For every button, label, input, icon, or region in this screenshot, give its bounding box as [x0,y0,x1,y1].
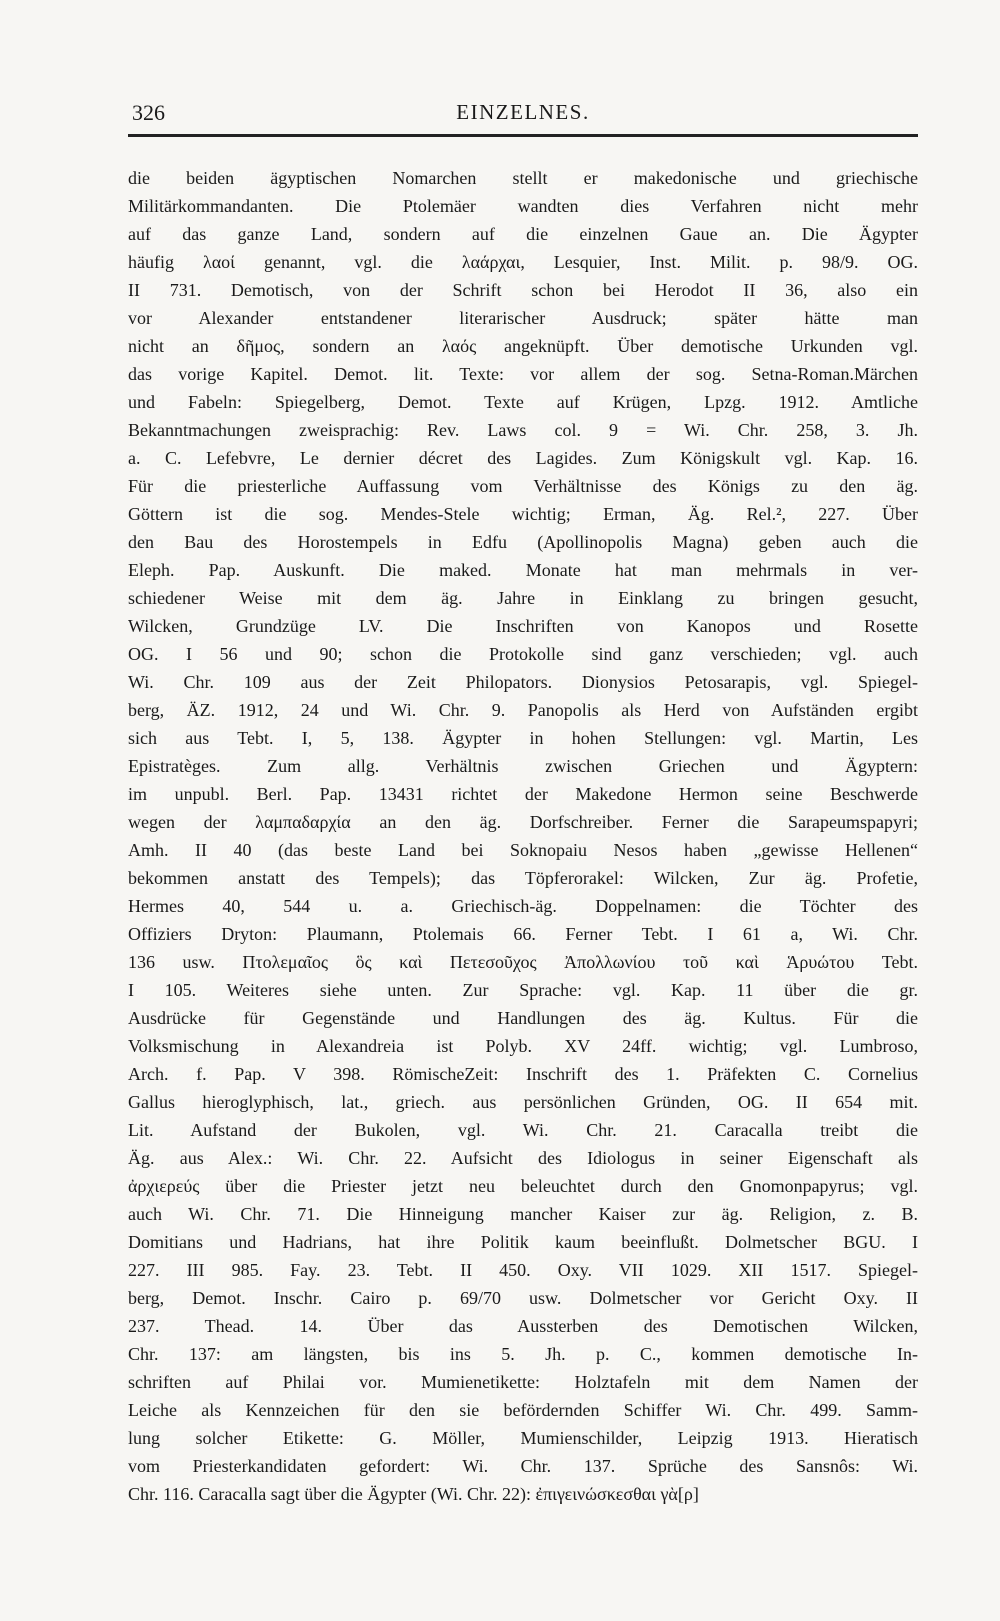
text-line: bekommen anstatt des Tempels); das Töpferorakel: Wilcken, Zur äg. Profetie, [128,868,918,888]
text-line: Lit. Aufstand der Bukolen, vgl. Wi. Chr. 21. Caracalla treibt die [128,1120,918,1140]
text-line: im unpubl. Berl. Pap. 13431 richtet der Makedone Hermon seine Beschwerde [128,784,918,804]
body-text [128,164,918,1508]
text-line: II 731. Demotisch, von der Schrift schon bei Herodot II 36, also ein [128,280,918,300]
text-line: auch Wi. Chr. 71. Die Hinneigung mancher Kaiser zur äg. Religion, z. B. [128,1204,918,1224]
text-line: OG. I 56 und 90; schon die Protokolle sind ganz verschieden; vgl. auch [128,644,918,664]
text-line: Volksmischung in Alexandreia ist Polyb. XV 24ff. wichtig; vgl. Lumbroso, [128,1036,918,1056]
running-title: EINZELNES. [456,100,590,124]
text-line: Arch. f. Pap. V 398. RömischeZeit: Inschrift des 1. Präfekten C. Cornelius [128,1064,918,1084]
text-line: den Bau des Horostempels in Edfu (Apollinopolis Magna) geben auch die [128,532,918,552]
text-line: berg, ÄZ. 1912, 24 und Wi. Chr. 9. Panopolis als Herd von Aufständen ergibt [128,700,918,720]
text-line: sich aus Tebt. I, 5, 138. Ägypter in hohen Stellungen: vgl. Martin, Les [128,728,918,748]
text-line: Eleph. Pap. Auskunft. Die maked. Monate hat man mehrmals in ver- [128,560,918,580]
text-line: Chr. 137: am längsten, bis ins 5. Jh. p. C., kommen demotische In- [128,1344,918,1364]
text-line: vor Alexander entstandener literarischer Ausdruck; später hätte man [128,308,918,328]
text-line: die beiden ägyptischen Nomarchen stellt er makedonische und griechische [128,168,918,188]
text-line: Wi. Chr. 109 aus der Zeit Philopators. Dionysios Petosarapis, vgl. Spiegel- [128,672,918,692]
text-line: Domitians und Hadrians, hat ihre Politik kaum beeinflußt. Dolmetscher BGU. I [128,1232,918,1252]
text-line: Wilcken, Grundzüge LV. Die Inschriften von Kanopos und Rosette [128,616,918,636]
text-line: auf das ganze Land, sondern auf die einzelnen Gaue an. Die Ägypter [128,224,918,244]
text-line: berg, Demot. Inschr. Cairo p. 69/70 usw. Dolmetscher vor Gericht Oxy. II [128,1288,918,1308]
text-line: 136 usw. Πτολεμαῖος ὃς καὶ Πετεσοῦχος Ἀπολλωνίου τοῦ καὶ Ἁρυώτου Tebt. [128,952,918,972]
text-line: schiedener Weise mit dem äg. Jahre in Einklang zu bringen gesucht, [128,588,918,608]
text-line: Hermes 40, 544 u. a. Griechisch-äg. Doppelnamen: die Töchter des [128,896,918,916]
text-line: häufig λαοί genannt, vgl. die λαάρχαι, Lesquier, Inst. Milit. p. 98/9. OG. [128,252,918,272]
text-line: Ausdrücke für Gegenstände und Handlungen des äg. Kultus. Für die [128,1008,918,1028]
text-line: Militärkommandanten. Die Ptolemäer wandten dies Verfahren nicht mehr [128,196,918,216]
page-number: 326 [132,100,165,125]
text-line: Göttern ist die sog. Mendes-Stele wichtig; Erman, Äg. Rel.², 227. Über [128,504,918,524]
text-line: das vorige Kapitel. Demot. lit. Texte: vor allem der sog. Setna-Roman.Märchen [128,364,918,384]
text-line: schriften auf Philai vor. Mumienetikette: Holztafeln mit dem Namen der [128,1372,918,1392]
text-line: a. C. Lefebvre, Le dernier décret des Lagides. Zum Königskult vgl. Kap. 16. [128,448,918,468]
text-line: Äg. aus Alex.: Wi. Chr. 22. Aufsicht des Idiologus in seiner Eigenschaft als [128,1148,918,1168]
text-line: Für die priesterliche Auffassung vom Verhältnisse des Königs zu den äg. [128,476,918,496]
text-line: ἀρχιερεύς über die Priester jetzt neu beleuchtet durch den Gnomonpapyrus; vgl. [128,1176,918,1196]
text-line: Gallus hieroglyphisch, lat., griech. aus persönlichen Gründen, OG. II 654 mit. [128,1092,918,1112]
page-header [128,100,918,137]
text-line: Epistratèges. Zum allg. Verhältnis zwischen Griechen und Ägyptern: [128,756,918,776]
text-line: und Fabeln: Spiegelberg, Demot. Texte auf Krügen, Lpzg. 1912. Amtliche [128,392,918,412]
text-line: Bekanntmachungen zweisprachig: Rev. Laws col. 9 = Wi. Chr. 258, 3. Jh. [128,420,918,440]
text-line: Amh. II 40 (das beste Land bei Soknopaiu Nesos haben „gewisse Hellenen“ [128,840,918,860]
text-line: 237. Thead. 14. Über das Aussterben des Demotischen Wilcken, [128,1316,918,1336]
text-line: Leiche als Kennzeichen für den sie befördernden Schiffer Wi. Chr. 499. Samm- [128,1400,918,1420]
text-line: wegen der λαμπαδαρχία an den äg. Dorfschreiber. Ferner die Sarapeumspapyri; [128,812,918,832]
text-line: Offiziers Dryton: Plaumann, Ptolemais 66. Ferner Tebt. I 61 a, Wi. Chr. [128,924,918,944]
text-line: vom Priesterkandidaten gefordert: Wi. Chr. 137. Sprüche des Sansnôs: Wi. [128,1456,918,1476]
text-line: I 105. Weiteres siehe unten. Zur Sprache: vgl. Kap. 11 über die gr. [128,980,918,1000]
text-line: 227. III 985. Fay. 23. Tebt. II 450. Oxy. VII 1029. XII 1517. Spiegel- [128,1260,918,1280]
text-line: lung solcher Etikette: G. Möller, Mumienschilder, Leipzig 1913. Hieratisch [128,1428,918,1448]
text-line: nicht an δῆμος, sondern an λαός angeknüpft. Über demotische Urkunden vgl. [128,336,918,356]
text-line: Chr. 116. Caracalla sagt über die Ägypter (Wi. Chr. 22): ἐπιγεινώσκεσθαι γὰ[ρ] [128,1484,699,1504]
